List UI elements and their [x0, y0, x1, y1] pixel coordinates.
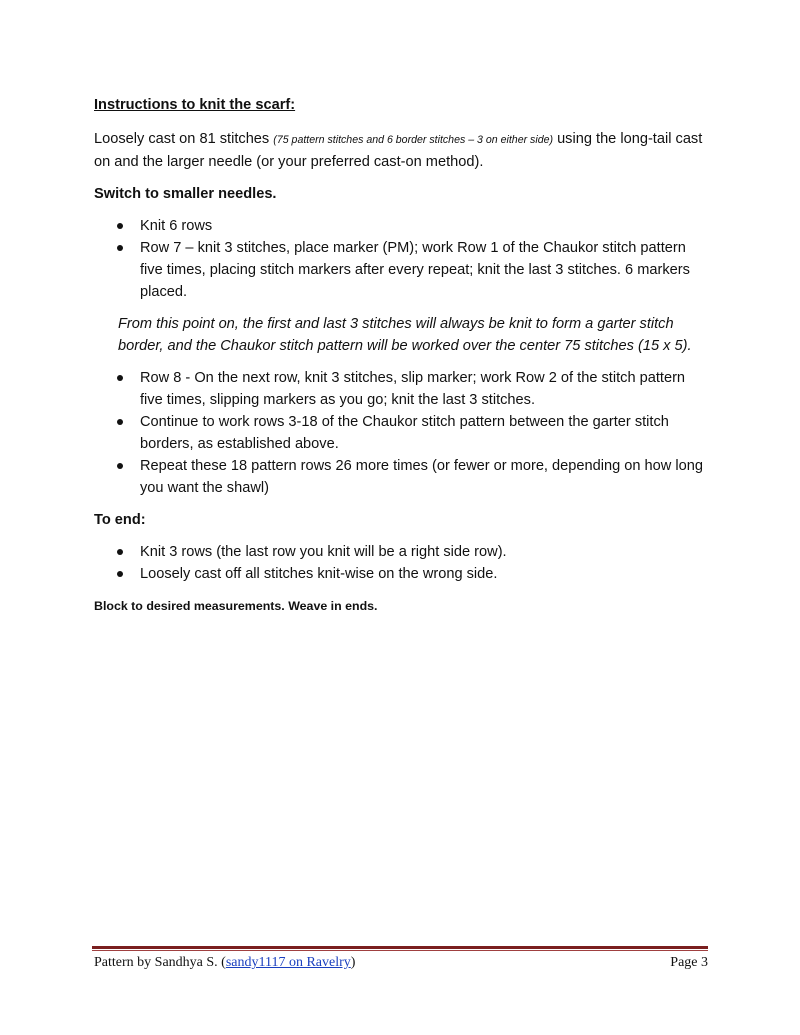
cast-on-paragraph — [94, 128, 708, 173]
footer-suffix: ) — [350, 955, 356, 970]
closing-note: Block to desired measurements. Weave in ends. — [94, 599, 378, 613]
footer-credit — [94, 955, 355, 971]
italic-note: From this point on, the first and last 3 stitches will always be knit to form a garter stitch border, and the Chaukor stitch pattern will be worked over the center 75 stitches (15 x 5). — [118, 316, 692, 354]
cast-on-note: (75 pattern stitches and 6 border stitches – 3 on either side) — [273, 134, 554, 146]
list-item: Repeat these 18 pattern rows 26 more times (or fewer or more, depending on how long you want the shawl) — [140, 455, 708, 499]
cast-on-lead: Loosely cast on 81 stitches — [94, 131, 270, 147]
switch-needles-heading: Switch to smaller needles. — [94, 186, 277, 202]
bullet-list-3 — [94, 541, 708, 585]
page-number: Page 3 — [670, 955, 708, 970]
footer-rule-thin — [92, 950, 708, 951]
list-item: Knit 6 rows — [140, 215, 708, 237]
list-item: Knit 3 rows (the last row you knit will be a right side row). — [140, 541, 708, 563]
section-heading: Instructions to knit the scarf: — [94, 97, 296, 113]
footer-rule — [92, 946, 708, 949]
bullet-list-2 — [94, 367, 708, 499]
to-end-heading: To end: — [94, 512, 146, 528]
page-footer — [94, 955, 708, 975]
list-item: Continue to work rows 3-18 of the Chaukor stitch pattern between the garter stitch borders, as established above. — [140, 411, 708, 455]
document-content — [94, 94, 708, 629]
list-item: Loosely cast off all stitches knit-wise on the wrong side. — [140, 563, 708, 585]
footer-prefix: Pattern by Sandhya S. ( — [94, 955, 226, 970]
list-item: Row 7 – knit 3 stitches, place marker (PM); work Row 1 of the Chaukor stitch pattern five times, placing stitch markers after every repeat; knit the last 3 stitches. 6 markers placed. — [140, 237, 708, 303]
list-item: Row 8 - On the next row, knit 3 stitches, slip marker; work Row 2 of the stitch pattern five times, slipping markers as you go; knit the last 3 stitches. — [140, 367, 708, 411]
ravelry-link[interactable]: sandy1117 on Ravelry — [225, 955, 351, 970]
bullet-list-1 — [94, 215, 708, 303]
cast-on-rest: using the long-tail cast on and the larger needle (or your preferred cast-on method). — [94, 131, 703, 170]
